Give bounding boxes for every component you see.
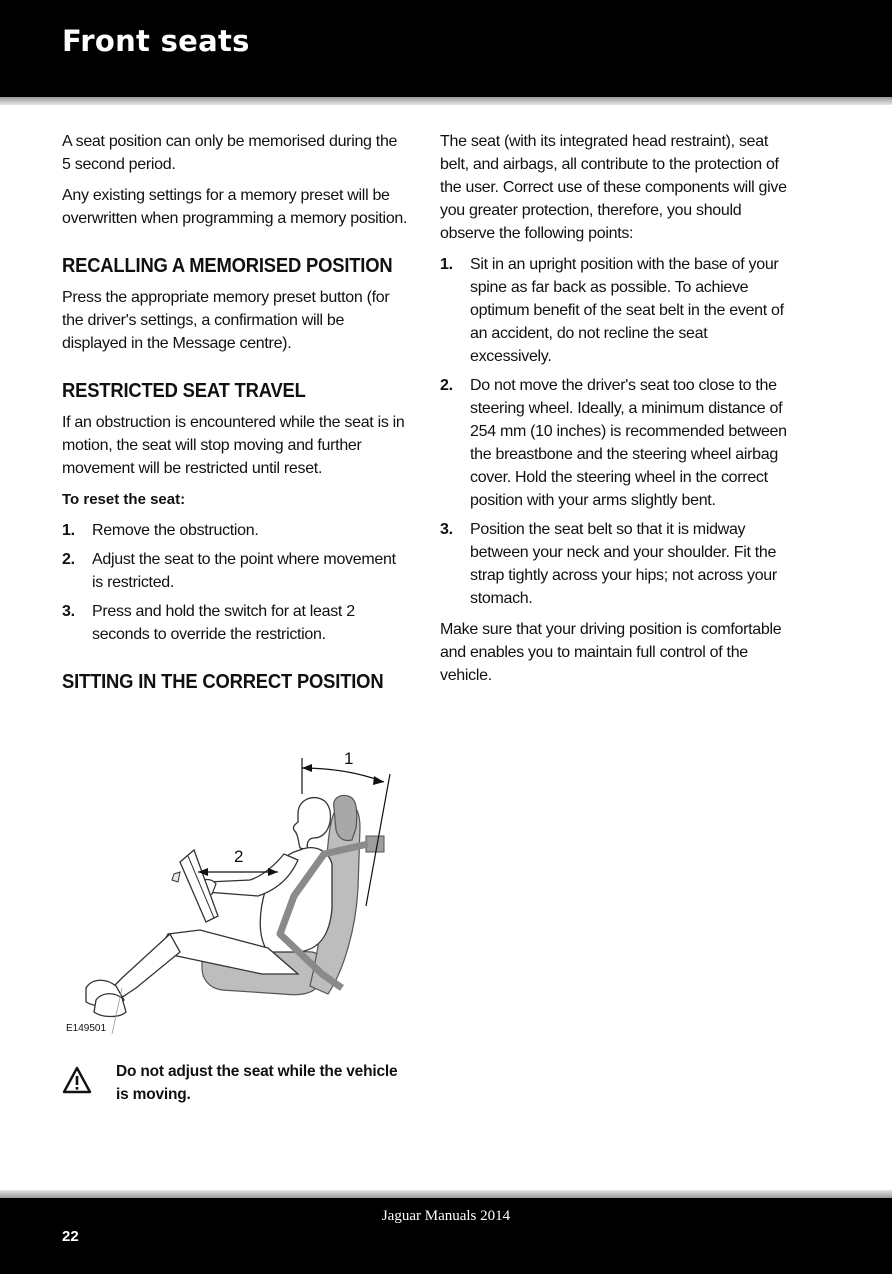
list-text: Do not move the driver's seat too close to the steering wheel. Ideally, a minimum distance of 254 mm (10 inches) is recommended between the breastbone and the steering wheel airbag cover. Hold the steering wheel in the correct position with your arms slightly bent. bbox=[470, 377, 787, 509]
warning-triangle-icon bbox=[62, 1066, 92, 1094]
page-number: 22 bbox=[62, 1228, 79, 1245]
right-column bbox=[440, 130, 788, 695]
dimension-label-2: 2 bbox=[234, 847, 244, 866]
list-item bbox=[440, 518, 788, 610]
list-item bbox=[62, 548, 408, 594]
list-number: 1. bbox=[440, 256, 453, 273]
page-footer bbox=[0, 1198, 892, 1274]
list-text: Sit in an upright position with the base of your spine as far back as possible. To achieve optimum benefit of the seat belt in the event of an accident, do not recline the seat excessively. bbox=[470, 256, 784, 365]
figure-code: E149501 bbox=[66, 1023, 107, 1034]
list-number: 3. bbox=[440, 521, 453, 538]
restricted-paragraph: If an obstruction is encountered while the seat is in motion, the seat will stop moving and further movement will be restricted until reset. bbox=[62, 414, 405, 477]
dimension-label-1: 1 bbox=[344, 749, 354, 768]
intro-paragraph: The seat (with its integrated head restraint), seat belt, and airbags, all contribute to the protection of the user. Correct use of these components will give you greater protection, therefore, you should observe the following points: bbox=[440, 133, 787, 242]
person-head bbox=[293, 798, 330, 850]
list-number: 2. bbox=[62, 551, 75, 568]
page-title: Front seats bbox=[62, 24, 250, 58]
list-item bbox=[62, 519, 408, 542]
section-heading-restricted: RESTRICTED SEAT TRAVEL bbox=[62, 380, 306, 402]
list-number: 3. bbox=[62, 603, 75, 620]
intro-paragraph: A seat position can only be memorised during the 5 second period. bbox=[62, 133, 398, 173]
warning-box bbox=[62, 1060, 408, 1110]
list-number: 1. bbox=[62, 522, 75, 539]
list-text: Remove the obstruction. bbox=[92, 522, 259, 539]
footer-divider bbox=[0, 1190, 892, 1198]
list-item bbox=[62, 600, 408, 646]
belt-anchor bbox=[366, 836, 384, 852]
head-restraint bbox=[334, 796, 357, 841]
list-text: Position the seat belt so that it is midway between your neck and your shoulder. Fit the strap tightly across your hips; not across your stomach. bbox=[470, 521, 777, 607]
list-text: Adjust the seat to the point where movement is restricted. bbox=[92, 551, 396, 591]
header-divider bbox=[0, 97, 892, 105]
person-shoe bbox=[94, 994, 126, 1017]
recall-paragraph: Press the appropriate memory preset button (for the driver's settings, a confirmation will be displayed in the Message centre). bbox=[62, 289, 390, 352]
list-text: Press and hold the switch for at least 2 seconds to override the restriction. bbox=[92, 603, 355, 643]
intro-paragraph: Any existing settings for a memory preset will be overwritten when programming a memory position. bbox=[62, 187, 408, 227]
page-header bbox=[0, 0, 892, 97]
reset-steps bbox=[62, 519, 408, 646]
footer-brand: Jaguar Manuals 2014 bbox=[381, 1208, 511, 1224]
seating-points bbox=[440, 253, 788, 610]
left-column bbox=[62, 130, 408, 702]
reset-label: To reset the seat: bbox=[62, 491, 186, 508]
closing-paragraph: Make sure that your driving position is comfortable and enables you to maintain full control of the vehicle. bbox=[440, 621, 782, 684]
warning-text: Do not adjust the seat while the vehicle is moving. bbox=[116, 1063, 398, 1103]
list-item bbox=[440, 374, 788, 512]
list-number: 2. bbox=[440, 377, 453, 394]
section-heading-recall: RECALLING A MEMORISED POSITION bbox=[62, 255, 393, 277]
steering-column bbox=[172, 872, 180, 882]
section-heading-sitting: SITTING IN THE CORRECT POSITION bbox=[62, 671, 384, 693]
list-item bbox=[440, 253, 788, 368]
seating-position-illustration bbox=[62, 738, 408, 1038]
